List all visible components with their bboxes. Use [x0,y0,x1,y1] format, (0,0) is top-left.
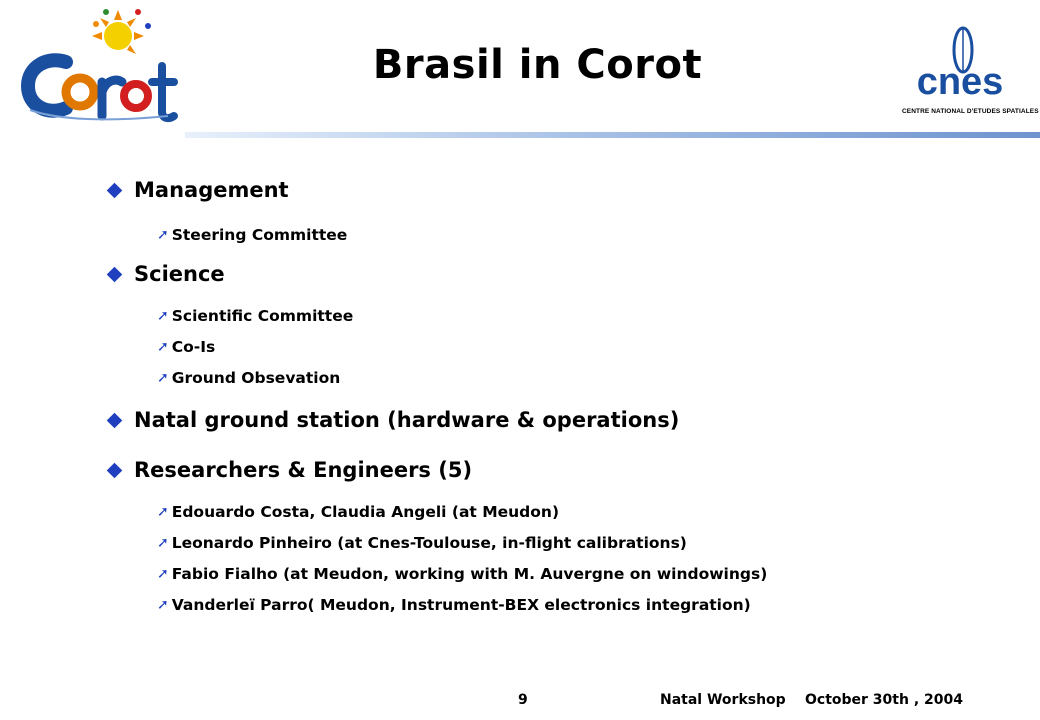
page-title: Brasil in Corot [372,42,703,88]
arrow-bullet-icon: ➚ [157,370,169,386]
list-item: ➚ Vanderleï Parro( Meudon, Instrument-BEX electronics integration) [157,596,751,614]
arrow-bullet-icon: ➚ [157,308,169,324]
arrow-bullet-icon: ➚ [157,535,169,551]
list-item: ➚ Ground Obsevation [157,369,341,387]
arrow-bullet-icon: ➚ [157,597,169,613]
list-item: ➚ Edouardo Costa, Claudia Angeli (at Meudon) [157,503,560,521]
cnes-subtitle: CENTRE NATIONAL D'ETUDES SPATIALES [902,108,1039,115]
arrow-bullet-icon: ➚ [157,339,169,355]
section-ground-station: Natal ground station (hardware & operations) [105,408,679,432]
section-science: Science [105,262,225,286]
header-rule [185,132,1040,138]
arrow-bullet-icon: ➚ [157,566,169,582]
cnes-wordmark: cnes [916,61,1004,103]
arrow-bullet-icon: ➚ [157,227,169,243]
section-researchers: Researchers & Engineers (5) [105,458,472,482]
section-management: Management [105,178,289,202]
list-item: ➚ Co-Is [157,338,216,356]
footer-date: October 30th , 2004 [805,692,963,708]
list-item: ➚ Steering Committee [157,226,348,244]
list-item: ➚ Fabio Fialho (at Meudon, working with M. Auvergne on windowings) [157,565,768,583]
arrow-bullet-icon: ➚ [157,504,169,520]
footer-event: Natal Workshop [660,692,786,708]
diamond-bullet-icon [107,462,123,478]
list-item: ➚ Leonardo Pinheiro (at Cnes-Toulouse, in-flight calibrations) [157,534,687,552]
list-item: ➚ Scientific Committee [157,307,354,325]
diamond-bullet-icon [107,182,123,198]
diamond-bullet-icon [107,266,123,282]
page-number: 9 [518,692,528,708]
diamond-bullet-icon [107,412,123,428]
